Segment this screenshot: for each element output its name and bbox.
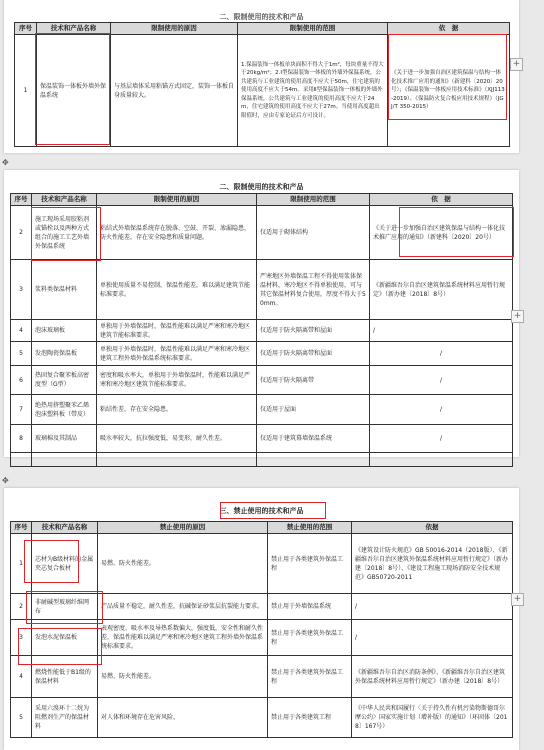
header-no: 序号 [11,194,32,206]
row-no: 6 [11,366,32,395]
header-limit-reason: 限制使用的原因 [97,194,257,206]
limit-table [10,193,513,467]
row-scope: 禁止用于各类建筑外保温工程 [268,656,352,698]
table-row [11,395,513,425]
table-row [11,620,513,656]
table-row [11,320,513,342]
table-row [11,656,513,698]
row-name: 燃烧性能低于B1级的保温材料 [32,656,98,698]
row-name: 泡沫玻璃板 [32,320,97,342]
row-scope: 禁止用于各类建筑外保温工程 [268,534,352,594]
row-no: 5 [11,342,32,366]
header-ban-scope: 禁止使用的范围 [268,522,352,534]
header-name: 技术和产品名称 [37,23,111,35]
row-reason: 吸水率较大，抗拉强度低，易变形，耐久性差。 [97,425,257,453]
row-no: 2 [11,594,32,620]
row-reason: 单独使用质量不易控制，保温性能差，难以满足建筑节能标准要求。 [97,260,257,320]
document-page-3 [4,488,522,750]
row-scope: 严寒地区外墙保温工程不得使用浆体保温材料，寒冷地区不得单独使用，可与其它保温材料复合使用，厚度不得大于50mm。 [257,260,370,320]
table-add-button[interactable]: + [510,58,523,71]
row-no: 5 [11,698,32,738]
row-basis: / [370,425,513,453]
row-name: 浆料类保温材料 [32,260,97,320]
table-row [11,342,513,366]
row-scope [257,453,370,467]
row-name: 绝热用挤塑聚苯乙烯泡沫塑料板（带皮） [32,395,97,425]
page1-section-title: 二、限制使用的技术和产品 [219,13,304,21]
section2-title: 二、限制使用的技术和产品 [219,183,304,191]
row-basis: / [352,620,513,656]
table-add-button[interactable]: + [511,310,524,323]
row-scope: 仅适用于防火隔离带和屋面 [257,320,370,342]
row-name: 非耐碱型玻璃纤维网布 [32,594,98,620]
header-limit-scope: 限制使用的范围 [238,23,388,35]
row-reason: 与基层墙体采用粘锚方式固定，装饰一体板自身质量较大。 [111,35,238,147]
row-name: 热固复合聚苯板高密度型（G型） [32,366,97,395]
row-name [32,453,97,467]
row-scope: 禁止用于各类建筑工程 [268,698,352,738]
page1-table [14,22,510,147]
move-handle-icon[interactable]: ✥ [2,476,9,485]
row-scope: 仅适用于屋面 [257,395,370,425]
row-no: 2 [11,206,32,260]
row-basis: 《新疆维吾尔自治区建筑保温系统材料应用暂行规定》（新办建〔2018〕8号） [370,260,513,320]
row-reason: 粘结式外墙保温系统存在脱落、空鼓、开裂、渗漏隐患，防火性能差，存在安全隐患和质量问题。 [97,206,257,260]
table-row [11,594,513,620]
row-name: 采用六溴环十二烷为阻燃剂生产的保温材料 [32,698,98,738]
row-no [11,453,32,467]
header-no: 序号 [11,522,32,534]
row-no: 8 [11,425,32,453]
header-no: 序号 [15,23,37,35]
table-add-button[interactable]: + [511,593,524,606]
table-row [15,35,510,147]
row-basis: / [352,594,513,620]
row-basis: 《新疆维吾尔自治区消防条例》、《新疆维吾尔自治区建筑外保温系统材料应用暂行规定》（新办建〔2018〕8号） [352,656,513,698]
row-scope: 仅适用于砌体结构 [257,206,370,260]
row-basis: / [370,366,513,395]
row-reason [97,453,257,467]
row-reason: 单独用于外墙保温时，保温性能难以满足严寒和寒冷地区建筑工程外墙外保温系统标准要求。 [97,342,257,366]
table-row [11,425,513,453]
row-name: 芯材为B级材料的金属夹芯复合板材 [32,534,98,594]
row-no: 3 [11,620,32,656]
document-page-1 [4,0,519,153]
header-name: 技术和产品名称 [32,194,97,206]
section3-title: 三、禁止使用的技术和产品 [219,507,304,515]
row-basis: / [370,395,513,425]
row-name: 发泡水泥保温板 [32,620,98,656]
row-basis: / [370,342,513,366]
row-name: 发泡陶瓷保温板 [32,342,97,366]
header-basis: 依 据 [388,23,510,35]
row-scope: 仅适用于防火隔离带 [257,366,370,395]
row-scope: 禁止用于外墙保温系统 [268,594,352,620]
row-reason: 产品质量不稳定，耐久性差，抗碱保证砂浆层抗裂能力要求。 [98,594,268,620]
row-reason: 易燃、防火性能差。 [98,656,268,698]
row-no: 3 [11,260,32,320]
table-row [11,366,513,395]
row-no: 1 [11,534,32,594]
row-no: 7 [11,395,32,425]
document-page-2 [4,170,522,457]
row-reason: 密度和吸水率大，单独用于外墙保温时，性能难以满足严寒和寒冷地区建筑节能标准要求。 [97,366,257,395]
row-scope: 禁止用于各类建筑外保温工程 [268,620,352,656]
row-name: 保温装饰一体板外墙外保温系统 [37,35,111,147]
row-reason: 单独用于外墙保温时，保温性能难以满足严寒和寒冷地区建筑节能标准要求。 [97,320,257,342]
row-reason: 粘结性差，存在安全隐患。 [97,395,257,425]
row-name: 玻璃棉及其制品 [32,425,97,453]
header-name: 技术和产品名称 [32,522,98,534]
table-row [11,260,513,320]
row-reason: 易燃、防火性能差。 [98,534,268,594]
header-limit-scope: 限制使用的范围 [257,194,370,206]
ban-table [10,521,513,738]
row-scope: 1.保温装饰一体板单块面积不得大于1m²，每块重量不得大于20kg/m²；2.Ⅰ型保温装饰一体板的外墙外保温系统，公共建筑与工业建筑的使用高度不应大于50m，住宅建筑的使用高度不应大于54m。采用Ⅱ型保温装饰一体板的外墙外保温系统，公共建筑与工业建筑的使用高度不应大于24m，住宅建筑的使用高度不应大于27m。当使用高度超出限值时，应由专家论证后方可设计。 [238,35,388,147]
header-basis: 依 据 [370,194,513,206]
header-basis: 依据 [352,522,513,534]
row-reason: 表观密度、吸水率及导热系数偏大，强度低，安全性和耐久性差，保温性能难以满足严寒和寒冷地区建筑工程外墙外保温系统标准要求。 [98,620,268,656]
row-basis [370,453,513,467]
header-limit-reason: 限制使用的原因 [111,23,238,35]
row-reason: 对人体和环境存在危害风险。 [98,698,268,738]
row-no: 4 [11,656,32,698]
row-basis: 《建筑设计防火规范》GB 50016-2014（2018版）、《新疆维吾尔自治区建筑外保温系统材料应用暂行规定》（新办建〔2018〕8号）、《建设工程施工现场消防安全技术规范》GB50720-2011 [352,534,513,594]
table-row [11,206,513,260]
row-scope: 仅适用于防火隔离带和屋面 [257,342,370,366]
row-basis: 《关于进一步加强自治区建筑保温与结构一体化技术推广应用的通知》（新建科〔2020〕20号）；《保温装饰一体板应用技术标准》（XJJ113-2019）、《保温防火复合板应用技术规程》（JGJ/T 350-2015） [388,35,510,147]
move-handle-icon[interactable]: ✥ [2,158,9,167]
row-basis: 《关于进一步加强自治区建筑保温与结构一体化技术推广应用的通知》（新建科〔2020〕20号） [370,206,513,260]
table-row [11,698,513,738]
table-row [11,534,513,594]
row-basis: / [370,320,513,342]
row-basis: 《中华人民共和国履行〈关于持久性有机污染物斯德哥尔摩公约〉国家实施计划（增补版）的通知》（环固体〔2018〕167号） [352,698,513,738]
table-row [11,453,513,467]
header-ban-reason: 禁止使用的原因 [98,522,268,534]
row-scope: 仅适用于建筑幕墙保温系统 [257,425,370,453]
row-name: 施工现场采用胶粘剂或锚栓以及两种方式组合的施工工艺外墙外保温系统 [32,206,97,260]
row-no: 1 [15,35,37,147]
row-no: 4 [11,320,32,342]
